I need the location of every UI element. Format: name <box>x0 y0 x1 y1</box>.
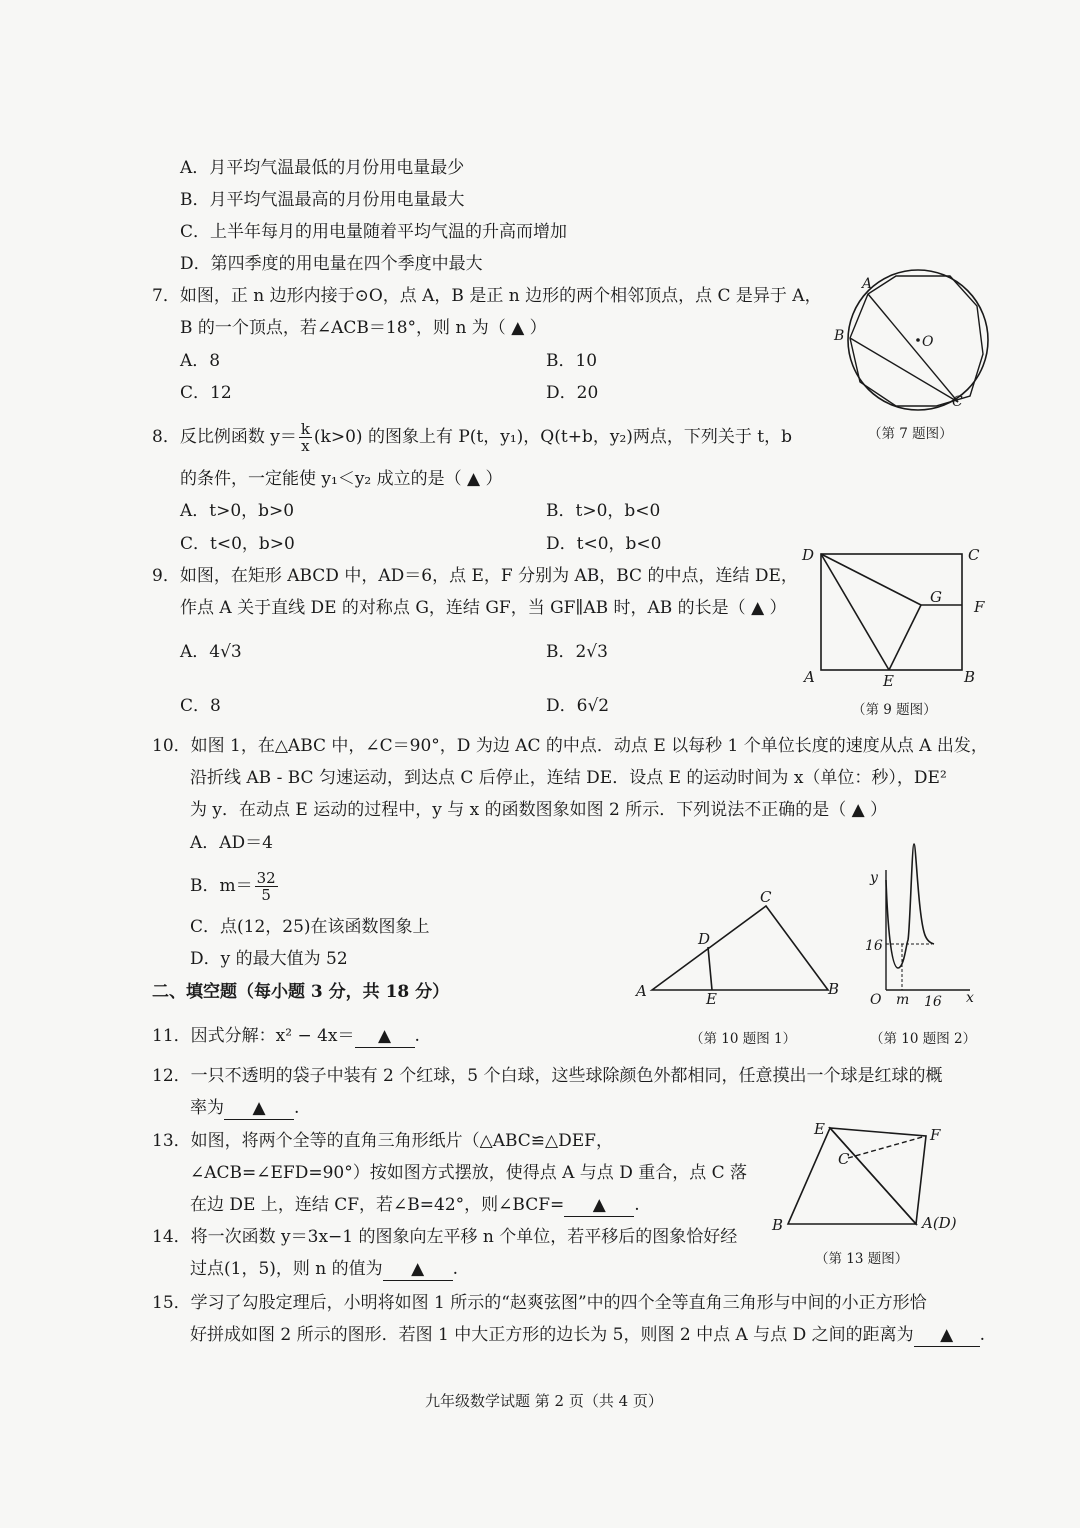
q9-option-a: A．4√3 <box>180 642 242 662</box>
q9-label-a: A <box>804 668 815 686</box>
q7-option-c: C．12 <box>180 383 232 403</box>
q10-fig1-label-c: C <box>760 888 772 906</box>
q8-option-b: B．t>0，b<0 <box>546 501 661 521</box>
q8-stem-line1 <box>152 420 792 454</box>
q7-option-a: A．8 <box>180 351 221 371</box>
q12-stem-pre: 率为 <box>190 1098 224 1118</box>
q10-fig2-label-x: x <box>966 990 974 1006</box>
q13-stem-post: . <box>634 1195 640 1215</box>
q13-caption: （第 13 题图） <box>815 1251 909 1267</box>
q10-fig2-label-16h: 16 <box>924 994 942 1010</box>
q13-label-b: B <box>772 1216 784 1234</box>
q7-option-b: B．10 <box>546 351 598 371</box>
q10-figure2 <box>862 840 980 1012</box>
q10-fig1-label-e: E <box>706 990 717 1008</box>
q10-frac-num: 32 <box>256 869 276 887</box>
q10-fig2-label-o: O <box>870 992 882 1008</box>
q7-caption: （第 7 题图） <box>868 426 953 442</box>
q9-option-c: C．8 <box>180 696 221 716</box>
q11-answer-blank[interactable]: ▲ <box>355 1025 415 1048</box>
q7-label-a: A <box>862 276 873 292</box>
q7-label-b: B <box>834 328 845 344</box>
q9-label-e: E <box>883 672 894 690</box>
q8-frac-den: x <box>301 437 310 455</box>
q8-option-c: C．t<0，b>0 <box>180 534 295 554</box>
q13-label-ad: A(D) <box>922 1214 957 1232</box>
q7-label-c: C <box>952 394 963 410</box>
q9-label-f: F <box>974 598 985 616</box>
q13-stem-line3 <box>190 1194 640 1217</box>
q6-option-b: B．月平均气温最高的月份用电量最大 <box>180 190 465 210</box>
q10-stem-line2: 沿折线 AB - BC 匀速运动，到达点 C 后停止，连结 DE．设点 E 的运动时间为 x（单位：秒），DE² <box>190 768 947 788</box>
q9-figure <box>800 540 1000 690</box>
q13-stem-pre: 在边 DE 上，连结 CF，若∠B=42°，则∠BCF= <box>190 1195 565 1215</box>
q12-stem-line1: 12．一只不透明的袋子中装有 2 个红球，5 个白球，这些球除颜色外都相同，任意摸出一个球是红球的概 <box>152 1066 943 1086</box>
q10-option-c: C．点(12，25)在该函数图象上 <box>190 917 430 937</box>
q10-fig2-label-m: m <box>896 992 910 1008</box>
q10-fig1-label-b: B <box>828 980 840 998</box>
q12-stem-post: . <box>294 1098 300 1118</box>
page-footer: 九年级数学试题 第 2 页（共 4 页） <box>425 1392 663 1410</box>
q11-stem-pre: 11．因式分解：x² − 4x＝ <box>152 1026 355 1046</box>
q13-label-c: C <box>838 1150 850 1168</box>
q10-fig2-label-y: y <box>870 870 878 886</box>
q10-figure1 <box>630 880 850 1010</box>
q9-label-d: D <box>802 546 815 564</box>
q14-stem-line2 <box>190 1258 458 1281</box>
q15-stem-line1: 15．学习了勾股定理后，小明将如图 1 所示的“赵爽弦图”中的四个全等直角三角形与中间的小正方形恰 <box>152 1293 927 1313</box>
q7-stem-line1: 7．如图，正 n 边形内接于⊙O，点 A，B 是正 n 边形的两个相邻顶点，点 C 是异于 A， <box>152 286 822 306</box>
q7-label-o: O <box>922 334 934 350</box>
q6-option-d: D．第四季度的用电量在四个季度中最大 <box>180 254 483 274</box>
q10-option-b <box>190 866 280 906</box>
q15-stem-post: . <box>979 1325 986 1345</box>
q8-option-d: D．t<0，b<0 <box>546 534 662 554</box>
q9-label-g: G <box>930 588 942 606</box>
q10-fig2-label-16v: 16 <box>865 938 883 954</box>
q7-stem-line2: B 的一个顶点，若∠ACB＝18°，则 n 为（ ▲ ） <box>180 318 547 338</box>
q9-option-d: D．6√2 <box>546 696 610 716</box>
q14-stem-post: . <box>452 1259 459 1279</box>
q9-stem-line1: 9．如图，在矩形 ABCD 中，AD＝6，点 E，F 分别为 AB，BC 的中点，连结 DE， <box>152 566 798 586</box>
q14-stem-line1: 14．将一次函数 y＝3x−1 的图象向左平移 n 个单位，若平移后的图象恰好经 <box>152 1227 738 1247</box>
q8-option-a: A．t>0，b>0 <box>180 501 295 521</box>
q9-label-c: C <box>968 546 980 564</box>
q6-option-a: A．月平均气温最低的月份用电量最少 <box>180 158 465 178</box>
q14-stem-pre: 过点(1，5)，则 n 的值为 <box>190 1259 383 1279</box>
q12-answer-blank[interactable]: ▲ <box>224 1097 294 1120</box>
q15-answer-blank[interactable]: ▲ <box>914 1324 980 1347</box>
q6-option-c: C．上半年每月的用电量随着平均气温的升高而增加 <box>180 222 568 242</box>
q11-stem <box>152 1025 420 1048</box>
q13-answer-blank[interactable]: ▲ <box>564 1194 634 1217</box>
q10-option-a: A．AD＝4 <box>190 833 273 853</box>
q11-stem-post: . <box>414 1026 420 1046</box>
q10-stem-line1: 10．如图 1，在△ABC 中，∠C＝90°，D 为边 AC 的中点．动点 E 以每秒 1 个单位长度的速度从点 A 出发， <box>152 736 988 756</box>
q8-frac-num: k <box>300 420 310 438</box>
q10-fig1-label-a: A <box>636 982 647 1000</box>
q10-option-d: D．y 的最大值为 52 <box>190 949 348 969</box>
q7-option-d: D．20 <box>546 383 599 403</box>
section2-heading: 二、填空题（每小题 3 分，共 18 分） <box>152 982 450 1002</box>
q13-stem-line1: 13．如图，将两个全等的直角三角形纸片（△ABC≌△DEF， <box>152 1131 613 1151</box>
q9-caption: （第 9 题图） <box>852 702 937 718</box>
q12-stem-line2 <box>190 1097 299 1120</box>
q13-figure <box>768 1112 978 1242</box>
q10-option-b-fraction <box>255 870 278 903</box>
q15-stem-line2 <box>190 1324 985 1347</box>
q10-option-b-pre: B．m＝ <box>190 876 253 896</box>
q8-stem-line2: 的条件，一定能使 y₁＜y₂ 成立的是（ ▲ ） <box>180 469 503 489</box>
q10-fig1-label-d: D <box>698 930 711 948</box>
q13-stem-line2: ∠ACB=∠EFD=90°）按如图方式摆放，使得点 A 与点 D 重合，点 C 落 <box>190 1163 748 1183</box>
q14-answer-blank[interactable]: ▲ <box>383 1258 453 1281</box>
q13-label-e: E <box>814 1120 825 1138</box>
q10-caption2: （第 10 题图 2） <box>870 1031 977 1047</box>
q8-stem-pre: 8．反比例函数 y＝ <box>152 427 297 447</box>
q9-option-b: B．2√3 <box>546 642 608 662</box>
q10-caption1: （第 10 题图 1） <box>690 1031 797 1047</box>
q13-label-f: F <box>930 1126 941 1144</box>
q9-label-b: B <box>964 668 976 686</box>
q15-stem-pre: 好拼成如图 2 所示的图形．若图 1 中大正方形的边长为 5，则图 2 中点 A 与点 D 之间的距离为 <box>190 1325 914 1345</box>
q8-stem-post: (k>0) 的图象上有 P(t，y₁)，Q(t+b，y₂)两点，下列关于 t，b <box>313 427 793 447</box>
q8-fraction <box>299 421 312 454</box>
q7-figure <box>830 268 1000 418</box>
q10-stem-line3: 为 y．在动点 E 运动的过程中，y 与 x 的函数图象如图 2 所示．下列说法不正确的是（ ▲ ） <box>190 800 888 820</box>
q10-frac-den: 5 <box>261 886 271 904</box>
q9-stem-line2: 作点 A 关于直线 DE 的对称点 G，连结 GF，当 GF∥AB 时，AB 的长是（ ▲ ） <box>180 598 787 618</box>
